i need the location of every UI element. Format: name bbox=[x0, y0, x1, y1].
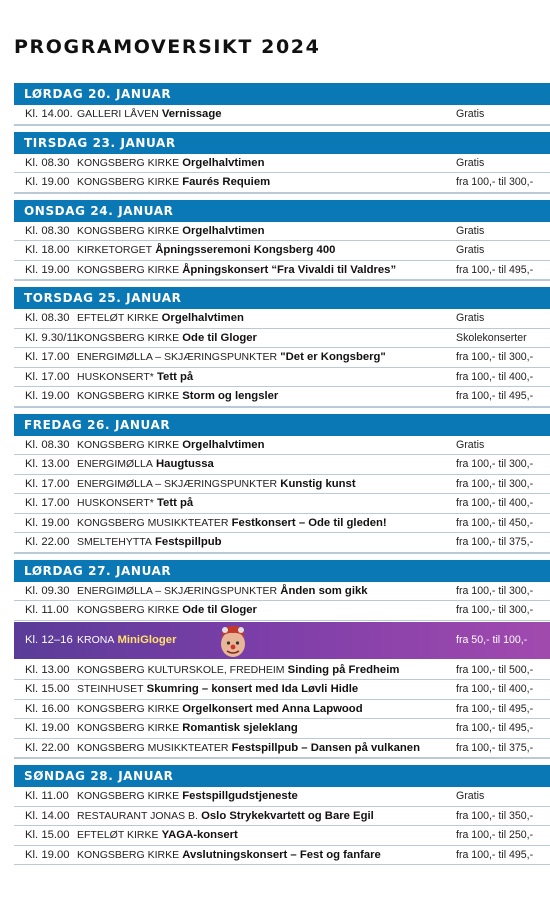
event-time: Kl. 08.30 bbox=[25, 438, 70, 451]
event-time: Kl. 22.00 bbox=[25, 536, 70, 548]
event-price: Gratis bbox=[456, 224, 485, 237]
event-time: Kl. 14.00 bbox=[25, 809, 70, 822]
event-row bbox=[14, 368, 550, 388]
event-body bbox=[77, 622, 176, 659]
event-time: Kl. 22.00 bbox=[25, 741, 70, 754]
event-price: fra 100,- til 495,- bbox=[456, 263, 534, 276]
event-time: Kl. 14.00. bbox=[25, 108, 73, 120]
event-row bbox=[14, 700, 550, 720]
event-row bbox=[14, 533, 550, 553]
page-title: PROGRAMOVERSIKT 2024 bbox=[14, 36, 321, 58]
event-venue: KONGSBERG MUSIKKTEATER bbox=[77, 516, 229, 529]
event-price: fra 100,- til 495,- bbox=[456, 722, 534, 734]
event-venue: KONGSBERG MUSIKKTEATER bbox=[77, 741, 229, 754]
event-title: Oslo Strykekvartett og Bare Egil bbox=[201, 809, 374, 822]
event-row bbox=[14, 739, 550, 759]
event-title: Avslutningskonsert – Fest og fanfare bbox=[182, 848, 381, 861]
event-row bbox=[14, 329, 550, 349]
event-price: Gratis bbox=[456, 438, 485, 451]
event-price: fra 100,- til 400,- bbox=[456, 497, 534, 509]
event-venue: ENERGIMØLLA – SKJÆRINGSPUNKTER bbox=[77, 351, 278, 363]
event-title: "Det er Kongsberg" bbox=[280, 351, 386, 363]
event-venue: RESTAURANT JONAS B. bbox=[77, 809, 198, 822]
event-body bbox=[77, 436, 265, 456]
event-title: Sinding på Fredheim bbox=[287, 663, 400, 676]
day-header: ONSDAG 24. JANUAR bbox=[14, 200, 550, 222]
event-title: Vernissage bbox=[161, 108, 222, 120]
event-time: Kl. 08.30 bbox=[25, 156, 70, 169]
event-body bbox=[77, 514, 387, 534]
event-time: Kl. 11.00 bbox=[25, 604, 69, 616]
event-price: fra 100,- til 300,- bbox=[456, 351, 534, 363]
event-time: Kl. 15.00 bbox=[25, 683, 70, 695]
event-venue: KIRKETORGET bbox=[77, 244, 153, 256]
event-price: fra 100,- til 500,- bbox=[456, 663, 534, 676]
event-body bbox=[77, 601, 257, 621]
event-title: Storm og lengsler bbox=[182, 390, 279, 402]
event-body bbox=[77, 173, 270, 193]
event-row bbox=[14, 241, 550, 261]
event-body bbox=[77, 387, 278, 407]
event-row bbox=[14, 222, 550, 242]
event-body bbox=[77, 475, 356, 495]
event-body bbox=[77, 368, 193, 388]
day-header: LØRDAG 27. JANUAR bbox=[14, 560, 550, 582]
event-row bbox=[14, 494, 550, 514]
event-venue: ENERGIMØLLA bbox=[77, 458, 153, 470]
event-row bbox=[14, 787, 550, 807]
event-body bbox=[77, 105, 222, 125]
event-venue: EFTELØT KIRKE bbox=[77, 829, 159, 841]
event-time: Kl. 19.00 bbox=[25, 722, 70, 734]
event-title: Åpningsseremoni Kongsberg 400 bbox=[155, 244, 336, 256]
event-time: Kl. 19.00 bbox=[25, 263, 70, 276]
event-title: Haugtussa bbox=[156, 458, 214, 470]
event-price: fra 100,- til 495,- bbox=[456, 390, 534, 402]
event-price: fra 100,- til 300,- bbox=[456, 584, 534, 597]
event-price: fra 100,- til 495,- bbox=[456, 702, 534, 715]
event-title: Åpningskonsert “Fra Vivaldi til Valdres” bbox=[182, 263, 397, 276]
event-title: Orgelhalvtimen bbox=[182, 224, 265, 237]
event-time: Kl. 09.30 bbox=[25, 584, 70, 597]
event-venue: KONGSBERG KIRKE bbox=[77, 438, 180, 451]
event-price: fra 100,- til 300,- bbox=[456, 458, 534, 470]
event-time: Kl. 19.00 bbox=[25, 848, 70, 861]
event-body bbox=[77, 582, 368, 602]
event-row bbox=[14, 807, 550, 827]
day-header: TIRSDAG 23. JANUAR bbox=[14, 132, 550, 154]
event-row bbox=[14, 261, 550, 281]
event-venue: KONGSBERG KIRKE bbox=[77, 263, 180, 276]
event-title: Festkonsert – Ode til gleden! bbox=[231, 516, 387, 529]
event-body bbox=[77, 661, 399, 681]
day-header: TORSDAG 25. JANUAR bbox=[14, 287, 550, 309]
day-header: LØRDAG 20. JANUAR bbox=[14, 83, 550, 105]
event-price: Gratis bbox=[456, 244, 485, 256]
event-row bbox=[14, 348, 550, 368]
event-title: YAGA-konsert bbox=[161, 829, 238, 841]
event-price: fra 100,- til 250,- bbox=[456, 829, 534, 841]
event-title: Ode til Gloger bbox=[182, 331, 257, 344]
event-price: fra 100,- til 495,- bbox=[456, 848, 534, 861]
event-time: Kl. 13.00 bbox=[25, 458, 70, 470]
event-body bbox=[77, 719, 298, 739]
event-venue: ENERGIMØLLA – SKJÆRINGSPUNKTER bbox=[77, 477, 278, 490]
event-body bbox=[77, 739, 420, 759]
event-title: Ånden som gikk bbox=[280, 584, 368, 597]
event-row bbox=[14, 826, 550, 846]
event-time: Kl. 13.00 bbox=[25, 663, 70, 676]
event-body bbox=[77, 680, 358, 700]
event-venue: HUSKONSERT* bbox=[77, 370, 154, 383]
event-body bbox=[77, 348, 386, 368]
event-price: fra 50,- til 100,- bbox=[456, 633, 528, 646]
event-time: Kl. 18.00 bbox=[25, 244, 70, 256]
event-price: Gratis bbox=[456, 156, 485, 169]
event-price: Gratis bbox=[456, 108, 485, 120]
section-gap bbox=[14, 553, 550, 560]
event-price: fra 100,- til 300,- bbox=[456, 477, 534, 490]
event-price: fra 100,- til 400,- bbox=[456, 370, 534, 383]
event-row bbox=[14, 154, 550, 174]
event-body bbox=[77, 807, 374, 827]
event-title: Orgelhalvtimen bbox=[161, 312, 244, 324]
event-venue: KONGSBERG KIRKE bbox=[77, 848, 180, 861]
event-row bbox=[14, 719, 550, 739]
section-gap bbox=[14, 758, 550, 765]
event-title: MiniGloger bbox=[117, 633, 177, 646]
event-price: fra 100,- til 300,- bbox=[456, 604, 534, 616]
event-price: Skolekonserter bbox=[456, 331, 527, 344]
event-row bbox=[14, 173, 550, 193]
event-row bbox=[14, 846, 550, 866]
event-title: Orgelhalvtimen bbox=[182, 156, 265, 169]
event-time: Kl. 17.00 bbox=[25, 351, 70, 363]
event-body bbox=[77, 309, 244, 329]
event-time: Kl. 17.00 bbox=[25, 497, 70, 509]
event-price: Gratis bbox=[456, 312, 485, 324]
event-row bbox=[14, 582, 550, 602]
event-venue: KRONA bbox=[77, 633, 115, 646]
event-time: Kl. 08.30 bbox=[25, 224, 70, 237]
event-time: Kl. 19.00 bbox=[25, 390, 70, 402]
event-price: Gratis bbox=[456, 790, 485, 802]
section-gap bbox=[14, 407, 550, 414]
event-price: fra 100,- til 375,- bbox=[456, 741, 534, 754]
section-gap bbox=[14, 125, 550, 132]
event-row bbox=[14, 455, 550, 475]
event-venue: KONGSBERG KIRKE bbox=[77, 156, 180, 169]
event-title: Festspillpub – Dansen på vulkanen bbox=[231, 741, 420, 754]
event-venue: KONGSBERG KIRKE bbox=[77, 331, 180, 344]
event-title: Orgelhalvtimen bbox=[182, 438, 265, 451]
event-venue: GALLERI LÅVEN bbox=[77, 108, 159, 120]
event-row bbox=[14, 475, 550, 495]
event-body bbox=[77, 533, 222, 553]
event-time: Kl. 19.00 bbox=[25, 516, 70, 529]
event-body bbox=[77, 261, 396, 281]
event-body bbox=[77, 826, 238, 846]
event-time: Kl. 16.00 bbox=[25, 702, 70, 715]
event-title: Festspillgudstjeneste bbox=[182, 790, 298, 802]
event-row bbox=[14, 661, 550, 681]
event-row bbox=[14, 601, 550, 621]
event-venue: KONGSBERG KULTURSKOLE, FREDHEIM bbox=[77, 663, 285, 676]
event-row bbox=[14, 680, 550, 700]
event-venue: KONGSBERG KIRKE bbox=[77, 722, 180, 734]
event-time: Kl. 15.00 bbox=[25, 829, 70, 841]
section-gap bbox=[14, 193, 550, 200]
event-time: Kl. 17.00 bbox=[25, 477, 70, 490]
clown-face-icon bbox=[216, 623, 250, 658]
event-venue: KONGSBERG KIRKE bbox=[77, 790, 180, 802]
event-title: Skumring – konsert med Ida Løvli Hidle bbox=[146, 683, 359, 695]
event-title: Orgelkonsert med Anna Lapwood bbox=[182, 702, 363, 715]
event-body bbox=[77, 241, 335, 261]
event-venue: KONGSBERG KIRKE bbox=[77, 176, 180, 188]
event-title: Faurés Requiem bbox=[182, 176, 271, 188]
event-venue: EFTELØT KIRKE bbox=[77, 312, 159, 324]
event-row bbox=[14, 436, 550, 456]
event-body bbox=[77, 700, 363, 720]
event-time: Kl. 9.30/11 bbox=[25, 331, 79, 344]
event-venue: KONGSBERG KIRKE bbox=[77, 604, 180, 616]
event-row bbox=[14, 387, 550, 407]
section-gap bbox=[14, 280, 550, 287]
event-body bbox=[77, 846, 381, 866]
event-row bbox=[14, 105, 550, 125]
event-venue: SMELTEHYTTA bbox=[77, 536, 152, 548]
event-title: Tett på bbox=[156, 497, 194, 509]
program-list bbox=[14, 83, 550, 865]
event-row bbox=[14, 514, 550, 534]
event-venue: KONGSBERG KIRKE bbox=[77, 702, 180, 715]
event-body bbox=[77, 494, 193, 514]
event-venue: HUSKONSERT* bbox=[77, 497, 154, 509]
event-time: Kl. 08.30 bbox=[25, 312, 70, 324]
event-body bbox=[77, 222, 265, 242]
event-body bbox=[77, 455, 214, 475]
event-title: Kunstig kunst bbox=[280, 477, 356, 490]
event-time: Kl. 19.00 bbox=[25, 176, 70, 188]
event-price: fra 100,- til 375,- bbox=[456, 536, 534, 548]
event-venue: KONGSBERG KIRKE bbox=[77, 390, 180, 402]
event-row bbox=[14, 309, 550, 329]
event-venue: ENERGIMØLLA – SKJÆRINGSPUNKTER bbox=[77, 584, 278, 597]
event-time: Kl. 12–16 bbox=[25, 633, 73, 646]
event-price: fra 100,- til 400,- bbox=[456, 683, 534, 695]
day-header: FREDAG 26. JANUAR bbox=[14, 414, 550, 436]
event-title: Festspillpub bbox=[155, 536, 222, 548]
event-title: Tett på bbox=[156, 370, 194, 383]
event-price: fra 100,- til 450,- bbox=[456, 516, 534, 529]
highlight-event-row bbox=[14, 622, 550, 659]
event-venue: STEINHUSET bbox=[77, 683, 144, 695]
event-body bbox=[77, 154, 265, 174]
event-venue: KONGSBERG KIRKE bbox=[77, 224, 180, 237]
event-title: Romantisk sjeleklang bbox=[182, 722, 298, 734]
event-body bbox=[77, 787, 298, 807]
event-body bbox=[77, 329, 257, 349]
day-header: SØNDAG 28. JANUAR bbox=[14, 765, 550, 787]
event-price: fra 100,- til 350,- bbox=[456, 809, 534, 822]
event-price: fra 100,- til 300,- bbox=[456, 176, 534, 188]
event-time: Kl. 17.00 bbox=[25, 370, 70, 383]
event-title: Ode til Gloger bbox=[182, 604, 257, 616]
event-time: Kl. 11.00 bbox=[25, 790, 69, 802]
